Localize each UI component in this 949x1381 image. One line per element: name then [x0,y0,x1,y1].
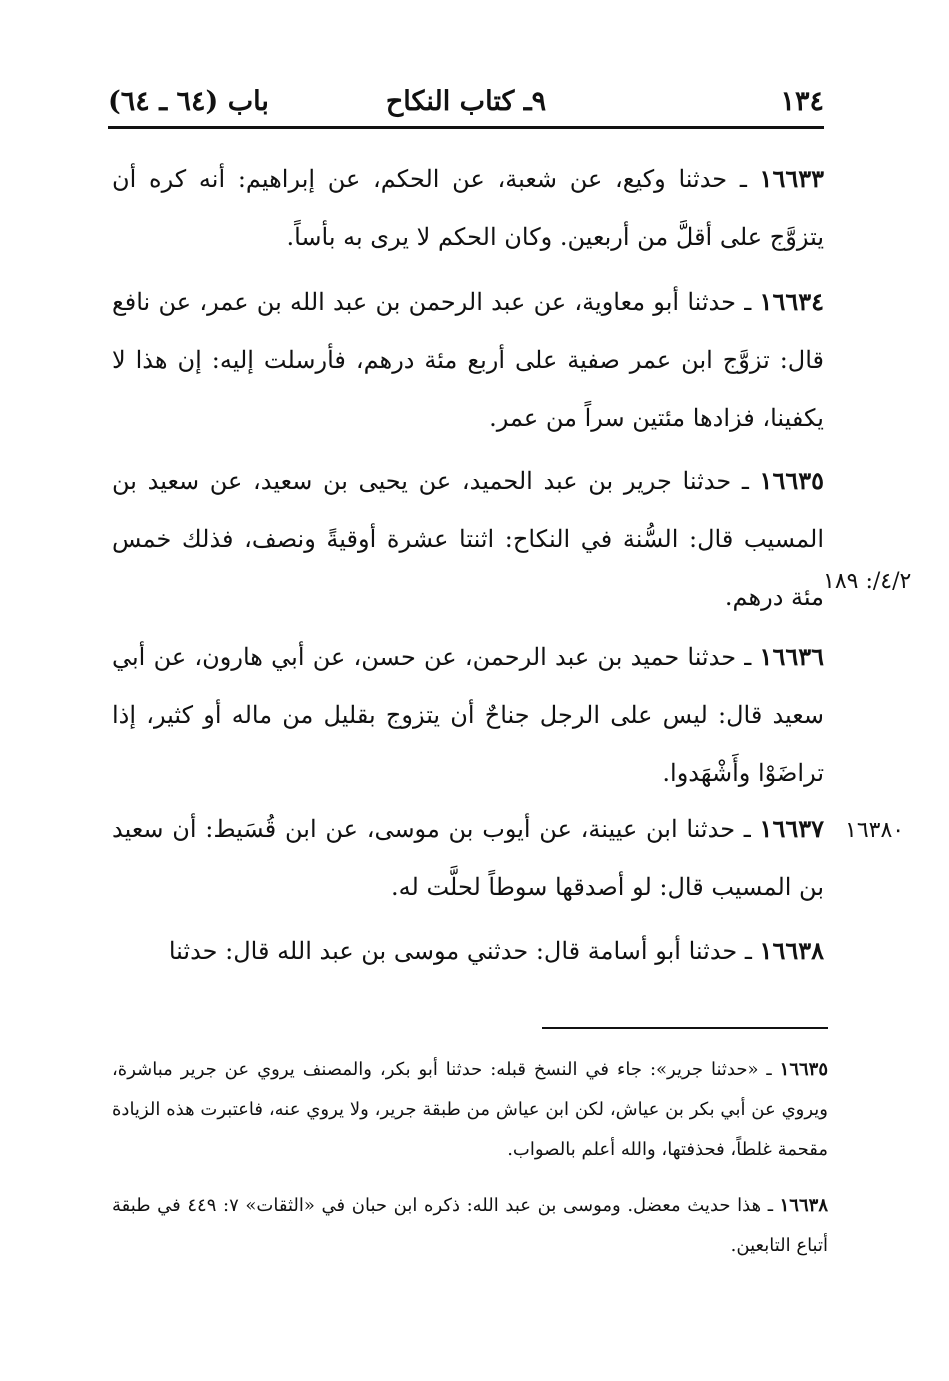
hadith-text: ـ حدثنا أبو أسامة قال: حدثني موسى بن عبد الله قال: حدثنا [168,937,760,965]
hadith-text: ـ حدثنا وكيع، عن شعبة، عن الحكم، عن إبراهيم: أنه كره أن يتزوَّج على أقلَّ من أربعين. وكان الحكم لا يرى به بأساً. [112,165,824,251]
hadith-paragraph [112,452,824,626]
hadith-number: ١٦٦٣٣ [759,164,824,193]
hadith-number: ١٦٦٣٧ [759,814,824,843]
hadith-number: ١٦٦٣٤ [759,287,824,316]
margin-reference-volume: ٤/٢/: ١٨٩ [823,569,912,594]
footnote [112,1050,828,1170]
footnote-text: ـ «حدثنا جرير»: جاء في النسخ قبله: حدثنا أبو بكر، والمصنف يروي عن جرير مباشرة، ويروي عن أبي بكر بن عياش، لكن ابن عياش من طبقة جرير، ولا يروي عنه، فاعتبرت هذه الزيادة مقحمة غلطاً، فحذفتها، والله أعلم بالصواب. [112,1059,828,1160]
hadith-paragraph [112,922,824,980]
book-title: ٩ـ كتاب النكاح [385,86,547,117]
margin-reference-number: ١٦٣٨٠ [845,818,905,843]
hadith-text: ـ حدثنا ابن عيينة، عن أيوب بن موسى، عن ابن قُسَيط: أن سعيد بن المسيب قال: لو أصدقها سوطاً لحلَّت له. [112,815,824,901]
hadith-paragraph [112,273,824,447]
chapter-title: باب (٦٤ ـ ٦٤) [108,86,269,117]
hadith-text: ـ حدثنا جرير بن عبد الحميد، عن يحيى بن سعيد، عن سعيد بن المسيب قال: السُّنة في النكاح: اثنتا عشرة أوقيةً ونصف، فذلك خمس مئة درهم. [112,467,824,611]
hadith-paragraph [112,800,824,916]
footnote-text: ـ هذا حديث معضل. وموسى بن عبد الله: ذكره ابن حبان في «الثقات» ٧: ٤٤٩ في طبقة أتباع التابعين. [112,1195,828,1256]
header-divider [108,126,824,129]
hadith-paragraph [112,628,824,802]
hadith-paragraph [112,150,824,266]
footnote-number: ١٦٦٣٥ [779,1059,828,1080]
footnote-divider [542,1027,828,1029]
hadith-number: ١٦٦٣٦ [759,642,824,671]
page-header [108,82,824,126]
footnote-number: ١٦٦٣٨ [779,1195,828,1216]
hadith-text: ـ حدثنا أبو معاوية، عن عبد الرحمن بن عبد الله بن عمر، عن نافع قال: تزوَّج ابن عمر صفية على أربع مئة درهم، فأرسلت إليه: إن هذا لا يكفينا، فزادها مئتين سراً من عمر. [112,288,824,432]
footnote [112,1186,828,1266]
hadith-text: ـ حدثنا حميد بن عبد الرحمن، عن حسن، عن أبي هارون، عن أبي سعيد قال: ليس على الرجل جناحٌ أن يتزوج بقليل من ماله أو كثير، إذا تراضَوْا وأَشْهَدوا. [112,643,824,787]
hadith-number: ١٦٦٣٥ [759,466,824,495]
page-number: ١٣٤ [780,86,824,117]
hadith-number: ١٦٦٣٨ [759,936,824,965]
